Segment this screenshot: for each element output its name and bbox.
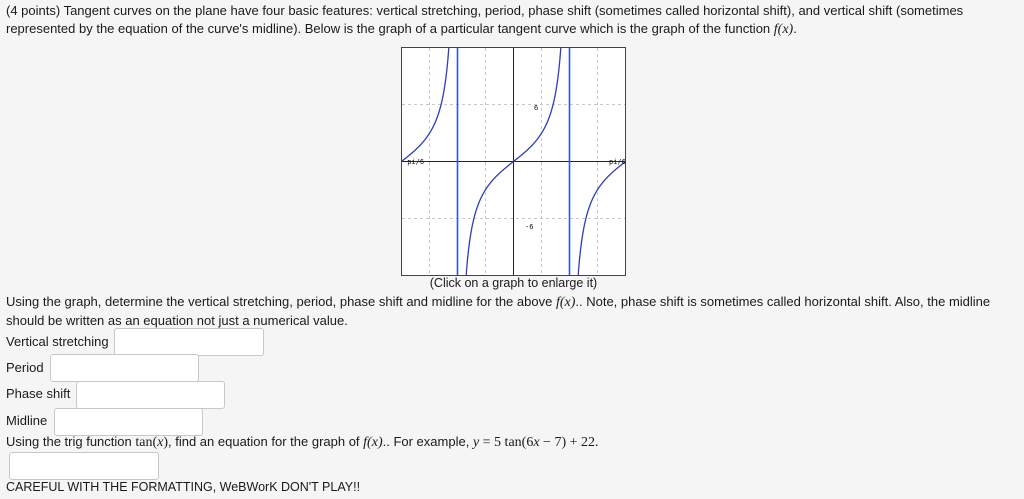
midline-input[interactable] [54, 408, 203, 436]
equation-input[interactable] [9, 452, 159, 480]
label-neg-6: -6 [525, 223, 534, 231]
graph-canvas [402, 48, 625, 275]
graph-caption: (Click on a graph to enlarge it) [429, 276, 598, 290]
midline-label: Midline [6, 413, 48, 428]
vertical-stretching-label: Vertical stretching [6, 334, 109, 349]
label-neg-pi-6: -pi/6 [403, 158, 425, 166]
period-label: Period [6, 360, 44, 375]
label-6: 6 [534, 104, 539, 112]
careful-note: CAREFUL WITH THE FORMATTING, WeBWorK DON'T PLAY!! [6, 480, 361, 494]
label-pi-6: pi/6 [609, 158, 625, 166]
instructions: Using the graph, determine the vertical stretching, period, phase shift and midline for the above f(x).. Note, phase shift is sometimes called horizontal shift. Also, the midline should be written as an equation not just a numerical value. [6, 294, 991, 328]
phase-shift-input[interactable] [76, 381, 225, 409]
trig-instructions: Using the trig function tan(x), find an equation for the graph of f(x).. For example, y = 5 tan(6x − 7) + 22. [6, 434, 599, 450]
function-symbol: f(x) [773, 22, 794, 37]
tangent-graph[interactable] [401, 47, 626, 276]
problem-intro: (4 points) Tangent curves on the plane have four basic features: vertical stretching, period, phase shift (sometimes called horizontal shift), and vertical shift (sometimes represented by the equation of the curve's midline). Below is the graph of a particular tangent curve which is the graph of the function f(x). [6, 3, 964, 37]
phase-shift-label: Phase shift [6, 386, 71, 401]
vertical-stretching-input[interactable] [114, 328, 264, 356]
period-input[interactable] [50, 354, 199, 382]
